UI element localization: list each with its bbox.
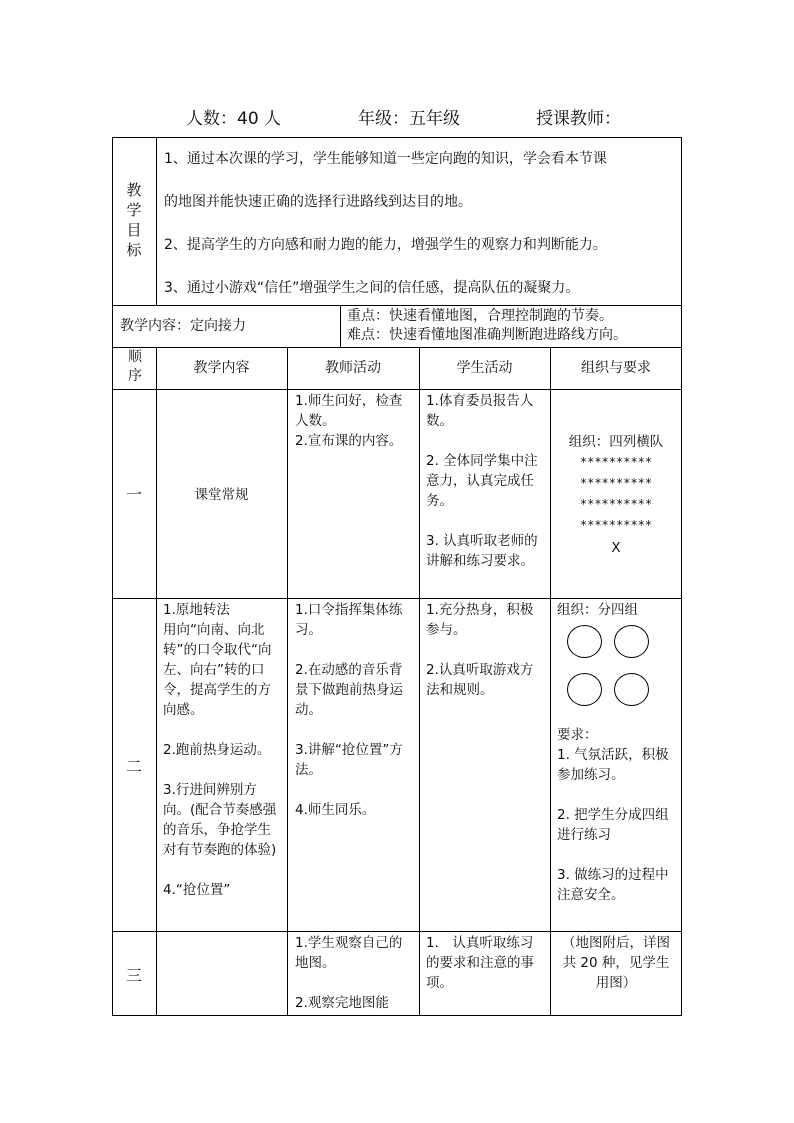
teacher-position-mark: X xyxy=(611,540,621,556)
teacher-step: 2.观察完地图能 xyxy=(295,995,389,1011)
student-step: 2.认真听取游戏方法和规则。 xyxy=(426,662,534,698)
student-step: 1.体育委员报告人数。 xyxy=(426,393,534,429)
requirement-item: 2. 把学生分成四组进行练习 xyxy=(557,807,669,843)
content-item: 2.跑前热身运动。 xyxy=(163,742,271,758)
teacher-step xyxy=(295,720,413,740)
objective-line: 1、通过本次课的学习，学生能够知道一些定向跑的知识，学会看本节课 xyxy=(164,151,607,167)
row-order: 三 xyxy=(125,966,142,985)
row-content xyxy=(163,600,283,900)
teacher-activity xyxy=(295,391,413,451)
student-step: 3. 认真听取老师的讲解和练习要求。 xyxy=(426,533,538,569)
group-circle xyxy=(614,673,649,706)
teacher-activity xyxy=(295,600,413,820)
requirement-item xyxy=(557,785,677,805)
content-item: 1.原地转法 xyxy=(163,602,230,618)
student-count: 人数：40 人 xyxy=(186,109,282,129)
teacher-activity xyxy=(295,933,413,1013)
teacher-name: 授课教师： xyxy=(536,109,621,129)
org-title: 组织：分四组 xyxy=(557,602,638,618)
row-content: 课堂常规 xyxy=(194,487,249,503)
org-title: 组织：四列横队 xyxy=(568,434,664,450)
teacher-step: 3.讲解“抢位置”方法。 xyxy=(295,742,403,778)
teacher-step: 1.师生问好，检查人数。 xyxy=(295,393,403,429)
teacher-step: 4.师生同乐。 xyxy=(295,802,376,818)
formation-line: ********** xyxy=(579,455,653,469)
requirement-item: 3. 做练习的过程中注意安全。 xyxy=(557,867,669,903)
organization xyxy=(556,933,676,993)
teacher-step xyxy=(295,780,413,800)
formation-line: ********** xyxy=(579,497,653,511)
requirement-item xyxy=(557,845,677,865)
col-student-header: 学生活动 xyxy=(456,360,513,376)
col-order-header: 顺序 xyxy=(128,349,142,384)
student-step: 2. 全体同学集中注意力，认真完成任务。 xyxy=(426,453,538,509)
student-activity xyxy=(426,391,544,571)
requirement-item: 要求： xyxy=(557,727,598,743)
organization xyxy=(557,600,677,620)
student-activity xyxy=(426,933,544,993)
teacher-step xyxy=(295,640,413,660)
content-item: 用向“向南、向北转”的口令取代“向左、向右”转的口令，提高学生的方向感。 xyxy=(163,622,272,718)
student-step xyxy=(426,640,544,660)
organization-requirements xyxy=(557,725,677,905)
col-teacher-header: 教师活动 xyxy=(325,360,381,376)
difficulty-point: 难点：快速看懂地图准确判断跑进路线方向。 xyxy=(347,327,627,343)
objectives-label: 教学目标 xyxy=(126,181,142,259)
student-step xyxy=(426,511,544,531)
teacher-step: 1.口令指挥集体练习。 xyxy=(295,602,403,638)
col-org-header: 组织与要求 xyxy=(581,360,651,376)
grade-level: 年级：五年级 xyxy=(358,109,460,129)
content-item xyxy=(163,860,283,880)
formation-grid xyxy=(550,452,682,536)
formation-line: ********** xyxy=(579,518,653,532)
objective-line: 3、通过小游戏“信任”增强学生之间的信任感，提高队伍的凝聚力。 xyxy=(164,280,580,296)
teacher-step xyxy=(295,973,413,993)
student-step: 1. 认真听取练习的要求和注意的事项。 xyxy=(426,935,534,991)
objective-line: 的地图并能快速正确的选择行进路线到达目的地。 xyxy=(164,194,472,210)
lesson-header xyxy=(0,104,794,130)
col-content-header: 教学内容 xyxy=(193,360,250,376)
teacher-step: 2.在动感的音乐背景下做跑前热身运动。 xyxy=(295,662,403,718)
key-point: 重点：快速看懂地图，合理控制跑的节奏。 xyxy=(347,308,613,324)
content-item: 3.行进间辨别方向。(配合节奏感强的音乐，争抢学生对有节奏跑的体验) xyxy=(163,782,277,858)
teacher-step: 2.宣布课的内容。 xyxy=(295,433,403,449)
teaching-content: 教学内容：定向接力 xyxy=(120,318,246,334)
group-circle xyxy=(567,625,602,658)
map-note: （地图附后，详图共 20 种，见学生用图） xyxy=(562,935,670,991)
content-item xyxy=(163,720,283,740)
row-order: 二 xyxy=(125,757,142,776)
student-step: 1.充分热身，积极参与。 xyxy=(426,602,534,638)
content-item: 4.“抢位置” xyxy=(163,882,231,898)
teacher-step: 1.学生观察自己的地图。 xyxy=(295,935,403,971)
group-circle xyxy=(567,673,602,706)
organization xyxy=(550,432,682,558)
objective-line: 2、提高学生的方向感和耐力跑的能力，增强学生的观察力和判断能力。 xyxy=(164,237,607,253)
group-circle xyxy=(614,625,649,658)
content-item xyxy=(163,760,283,780)
objectives-text xyxy=(164,138,676,310)
student-step xyxy=(426,431,544,451)
requirement-item: 1. 气氛活跃，积极参加练习。 xyxy=(557,747,669,783)
formation-line: ********** xyxy=(579,476,653,490)
row-order: 一 xyxy=(125,485,142,504)
student-activity xyxy=(426,600,544,700)
